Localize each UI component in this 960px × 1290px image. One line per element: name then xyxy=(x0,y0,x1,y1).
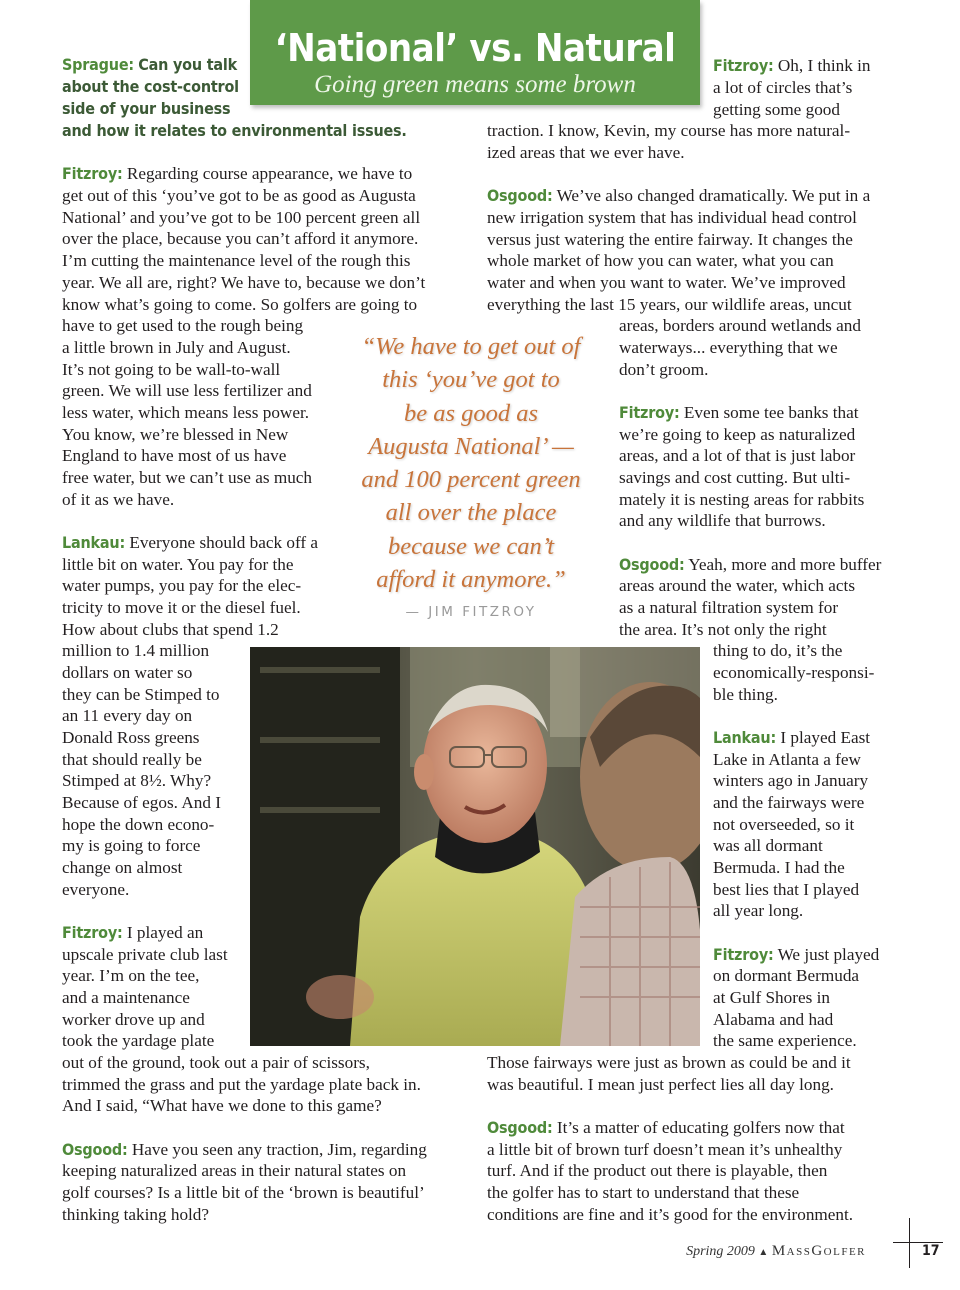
body-text: Stimped at 8½. Why? xyxy=(62,771,212,790)
paragraph-line xyxy=(62,1139,427,1161)
body-text: You know, we’re blessed in New xyxy=(62,425,289,444)
body-text: and a maintenance xyxy=(62,988,190,1007)
article-header xyxy=(250,0,700,105)
body-text: Regarding course appearance, we have to xyxy=(126,164,413,183)
triangle-icon: ▲ xyxy=(758,1247,769,1258)
body-text: golf courses? Is a little bit of the ‘brown is beautiful’ xyxy=(62,1183,425,1202)
speaker-label: Osgood: xyxy=(619,555,685,574)
body-text: and the fairways were xyxy=(713,793,865,812)
body-text: mately it is nesting areas for rabbits xyxy=(619,490,865,509)
body-text: best lies that I played xyxy=(713,880,860,899)
body-text: was beautiful. I mean just perfect lies all day long. xyxy=(487,1075,834,1094)
body-text: I’m cutting the maintenance level of the rough this xyxy=(62,251,411,270)
pull-quote-line: this ‘you’ve got to xyxy=(382,366,560,394)
body-text: a little bit of brown turf doesn’t mean it’s unhealthy xyxy=(487,1140,843,1159)
paragraph-line xyxy=(619,402,859,424)
body-text: my is going to force xyxy=(62,836,201,855)
question-text: Can you talk xyxy=(138,55,238,74)
body-text: the golfer has to start to understand that these xyxy=(487,1183,800,1202)
body-text: Those fairways were just as brown as could be and it xyxy=(487,1053,851,1072)
body-text: year. I’m on the tee, xyxy=(62,966,200,985)
body-text: get out of this ‘you’ve got to be as good as Augusta xyxy=(62,186,416,205)
body-text: We just played xyxy=(777,945,880,964)
body-text: Everyone should back off a xyxy=(129,533,319,552)
body-text: Bermuda. I had the xyxy=(713,858,845,877)
body-text: a lot of circles that’s xyxy=(713,78,853,97)
paragraph-line xyxy=(62,922,203,944)
body-text: everything the last 15 years, our wildlife areas, uncut xyxy=(487,295,852,314)
body-text: as a natural filtration system for xyxy=(619,598,839,617)
pull-quote xyxy=(342,330,600,596)
body-text: Because of egos. And I xyxy=(62,793,221,812)
speaker-label: Osgood: xyxy=(62,1140,128,1159)
article-subtitle: Going green means some brown xyxy=(314,71,636,98)
body-text: areas around the water, which acts xyxy=(619,576,856,595)
body-text: was all dormant xyxy=(713,836,823,855)
pull-quote-line: and 100 percent green xyxy=(361,466,581,494)
body-text: that should really be xyxy=(62,750,202,769)
speaker-label: Fitzroy: xyxy=(62,164,123,183)
body-text: less water, which means less power. xyxy=(62,403,310,422)
interview-photo xyxy=(250,647,700,1046)
question-text: about the cost-control xyxy=(62,77,239,96)
body-text: Lake in Atlanta a few xyxy=(713,750,861,769)
body-text: free water, but we can’t use as much xyxy=(62,468,313,487)
body-text: the same experience. xyxy=(713,1031,857,1050)
body-text: Have you seen any traction, Jim, regarding xyxy=(131,1140,427,1159)
body-text: thing to do, it’s the xyxy=(713,641,843,660)
question-text: and how it relates to environmental issues. xyxy=(62,121,407,140)
body-text: traction. I know, Kevin, my course has more natural- xyxy=(487,121,851,140)
body-text: waterways... everything that we xyxy=(619,338,838,357)
body-text: How about clubs that spend 1.2 xyxy=(62,620,279,639)
body-text: It’s not going to be wall-to-wall xyxy=(62,360,281,379)
body-text: savings and cost cutting. But ulti- xyxy=(619,468,851,487)
body-text: don’t groom. xyxy=(619,360,709,379)
body-text: worker drove up and xyxy=(62,1010,205,1029)
body-text: tricity to move it or the diesel fuel. xyxy=(62,598,301,617)
speaker-label: Fitzroy: xyxy=(713,945,774,964)
body-text: hope the down econo- xyxy=(62,815,215,834)
body-text: they can be Stimped to xyxy=(62,685,220,704)
paragraph-line xyxy=(487,185,870,207)
body-text: not overseeded, so it xyxy=(713,815,855,834)
paragraph-line xyxy=(487,1117,845,1139)
speaker-label: Osgood: xyxy=(487,1118,553,1137)
body-text: green. We will use less fertilizer and xyxy=(62,381,312,400)
body-text: we’re going to keep as naturalized xyxy=(619,425,856,444)
body-text: out of the ground, took out a pair of scissors, xyxy=(62,1053,370,1072)
speaker-label: Lankau: xyxy=(713,728,777,747)
paragraph-line xyxy=(713,944,879,966)
body-text: I played an xyxy=(126,923,204,942)
body-text: ized areas that we ever have. xyxy=(487,143,685,162)
body-text: change on almost xyxy=(62,858,183,877)
paragraph-line xyxy=(713,727,870,749)
speaker-label: Fitzroy: xyxy=(619,403,680,422)
body-text: have to get used to the rough being xyxy=(62,316,304,335)
body-text: trimmed the grass and put the yardage plate back in. xyxy=(62,1075,421,1094)
body-text: economically-responsi- xyxy=(713,663,875,682)
body-text: of it as we have. xyxy=(62,490,175,509)
speaker-label: Fitzroy: xyxy=(62,923,123,942)
speaker-label: Lankau: xyxy=(62,533,126,552)
body-text: new irrigation system that has individual head control xyxy=(487,208,857,227)
body-text: I played East xyxy=(780,728,871,747)
paragraph-line xyxy=(62,163,412,185)
body-text: Yeah, more and more buffer xyxy=(688,555,882,574)
body-text: Alabama and had xyxy=(713,1010,834,1029)
pull-quote-line: afford it anymore.” xyxy=(376,566,566,594)
body-text: getting some good xyxy=(713,100,840,119)
body-text: winters ago in January xyxy=(713,771,869,790)
body-text: a little brown in July and August. xyxy=(62,338,291,357)
question-text: side of your business xyxy=(62,99,231,118)
body-text: took the yardage plate xyxy=(62,1031,215,1050)
body-text: thinking taking hold? xyxy=(62,1205,210,1224)
body-text: whole market of how you can water, what you can xyxy=(487,251,834,270)
paragraph-line xyxy=(713,55,870,77)
speaker-label: Sprague: xyxy=(62,55,134,74)
paragraph-line xyxy=(62,54,237,76)
body-text: National’ and you’ve got to be 100 percent green all xyxy=(62,208,421,227)
body-text: little bit on water. You pay for the xyxy=(62,555,294,574)
magazine-name: MassGolfer xyxy=(771,1243,866,1259)
body-text: dollars on water so xyxy=(62,663,193,682)
body-text: versus just watering the entire fairway. It changes the xyxy=(487,230,853,249)
speaker-label: Fitzroy: xyxy=(713,56,774,75)
body-text: everyone. xyxy=(62,880,130,899)
speaker-label: Osgood: xyxy=(487,186,553,205)
body-text: an 11 every day on xyxy=(62,706,193,725)
issue-date: Spring 2009 xyxy=(686,1244,755,1259)
body-text: It’s a matter of educating golfers now that xyxy=(556,1118,845,1137)
body-text: turf. And if the product out there is playable, then xyxy=(487,1161,828,1180)
body-text: areas, and a lot of that is just labor xyxy=(619,446,856,465)
body-text: We’ve also changed dramatically. We put in a xyxy=(556,186,871,205)
photo-icon xyxy=(250,647,700,1046)
body-text: conditions are fine and it’s good for the environment. xyxy=(487,1205,854,1224)
body-text: Oh, I think in xyxy=(777,56,871,75)
body-text: on dormant Bermuda xyxy=(713,966,860,985)
body-text: Donald Ross greens xyxy=(62,728,200,747)
body-text: upscale private club last xyxy=(62,945,228,964)
paragraph-line xyxy=(619,554,881,576)
pull-quote-line: because we can’t xyxy=(388,532,554,560)
paragraph-line xyxy=(62,532,318,554)
body-text: areas, borders around wetlands and xyxy=(619,316,861,335)
pull-quote-line: Augusta National’ — xyxy=(368,432,574,460)
body-text: ble thing. xyxy=(713,685,778,704)
body-text: England to have most of us have xyxy=(62,446,287,465)
pull-quote-line: be as good as xyxy=(403,399,539,427)
body-text: year. We all are, right? We have to, because we don’t xyxy=(62,273,426,292)
body-text: at Gulf Shores in xyxy=(713,988,830,1007)
body-text: over the place, because you can’t afford it anymore. xyxy=(62,229,419,248)
body-text: water pumps, you pay for the elec- xyxy=(62,576,302,595)
body-text: Even some tee banks that xyxy=(683,403,859,422)
body-text: water and when you want to water. We’ve improved xyxy=(487,273,846,292)
body-text: the area. It’s not only the right xyxy=(619,620,827,639)
body-text: all year long. xyxy=(713,901,804,920)
body-text: keeping naturalized areas in their natural states on xyxy=(62,1161,407,1180)
pull-quote-attribution: — JIM FITZROY xyxy=(405,604,537,620)
page-folio xyxy=(686,1243,866,1260)
article-title: ‘National’ vs. Natural xyxy=(274,26,676,70)
pull-quote-line: all over the place xyxy=(385,499,557,527)
body-text: million to 1.4 million xyxy=(62,641,210,660)
body-text: And I said, “What have we done to this game? xyxy=(62,1096,382,1115)
pull-quote-line: “We have to get out of xyxy=(361,333,581,360)
page-number: 17 xyxy=(922,1243,940,1259)
body-text: know what’s going to come. So golfers are going to xyxy=(62,295,418,314)
body-text: and any wildlife that burrows. xyxy=(619,511,826,530)
crop-mark-vertical xyxy=(909,1218,910,1268)
